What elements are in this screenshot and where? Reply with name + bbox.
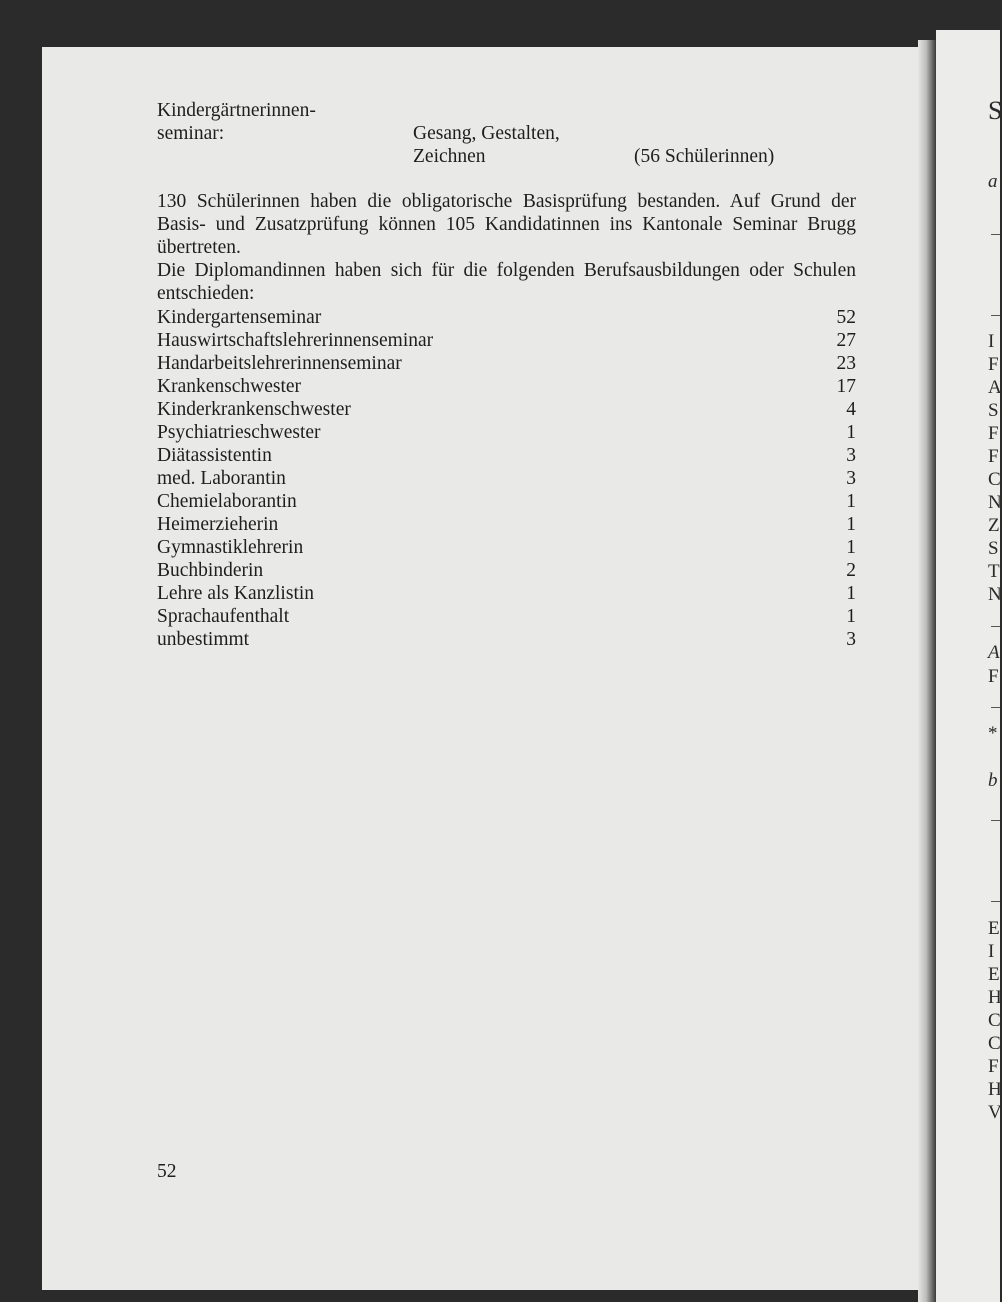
next-page-fragment: F (988, 666, 999, 687)
career-name: Heimerzieherin (157, 514, 279, 535)
next-page-fragment: A (988, 377, 1002, 398)
career-name: Chemielaborantin (157, 491, 297, 512)
career-row (157, 375, 856, 398)
career-count: 1 (846, 514, 856, 535)
next-page-fragment: H (988, 987, 1002, 1008)
next-page-rule (991, 234, 1000, 235)
career-name: med. Laborantin (157, 468, 286, 489)
next-page-fragment: * (988, 723, 998, 744)
career-name: Handarbeitslehrerinnenseminar (157, 353, 402, 374)
subjects-line1: Gesang, Gestalten, (413, 123, 560, 144)
next-page-fragment: V (988, 1102, 1002, 1123)
career-name: unbestimmt (157, 629, 250, 650)
next-page-fragment: a (988, 171, 998, 192)
institution-name-line1: Kindergärtnerinnen- (157, 100, 316, 121)
next-page-rule (991, 707, 1000, 708)
book-gutter (918, 40, 936, 1302)
next-page-fragment: C (988, 1010, 1001, 1031)
career-row (157, 536, 856, 559)
career-count: 2 (846, 560, 856, 581)
next-page-fragment: I (988, 331, 995, 352)
next-page-fragment: F (988, 354, 999, 375)
career-count: 3 (846, 468, 856, 489)
career-count: 1 (846, 491, 856, 512)
career-name: Kindergartenseminar (157, 307, 322, 328)
career-row (157, 490, 856, 513)
next-page-fragment: A (988, 642, 1000, 663)
career-count: 1 (846, 537, 856, 558)
career-row (157, 329, 856, 352)
career-count: 52 (836, 307, 856, 328)
next-page-fragment: S (988, 96, 1002, 125)
career-row (157, 605, 856, 628)
career-row (157, 559, 856, 582)
career-row (157, 513, 856, 536)
next-page-fragment: T (988, 561, 1000, 582)
career-name: Buchbinderin (157, 560, 264, 581)
next-page-fragment: N (988, 492, 1002, 513)
next-page-fragment: C (988, 469, 1001, 490)
institution-name-line2: seminar: (157, 123, 225, 144)
career-name: Lehre als Kanzlistin (157, 583, 315, 604)
career-count: 23 (836, 353, 856, 374)
next-page-fragment: F (988, 423, 999, 444)
career-name: Kinderkrankenschwester (157, 399, 351, 420)
career-choice-intro: Die Diplomandinnen haben sich für die folgenden Berufsausbildungen oder Schulen entschieden: (157, 260, 856, 304)
career-name: Diätassistentin (157, 445, 272, 466)
exam-results-paragraph: 130 Schülerinnen haben die obligatorische Basisprüfung bestanden. Auf Grund der Basis- und Zusatzprüfung können 105 Kandidatinnen ins Kantonale Seminar Brugg übertreten. (157, 191, 856, 258)
career-name: Hauswirtschaftslehrerinnenseminar (157, 330, 434, 351)
career-count: 17 (836, 376, 856, 397)
next-page-fragment: S (988, 400, 999, 421)
next-page-fragment: F (988, 446, 999, 467)
career-name: Psychiatrieschwester (157, 422, 321, 443)
next-page-fragment: I (988, 941, 995, 962)
career-count: 3 (846, 629, 856, 650)
career-count: 3 (846, 445, 856, 466)
next-page-fragment: C (988, 1033, 1001, 1054)
next-page-edge (936, 30, 1000, 1302)
career-count: 4 (846, 399, 856, 420)
next-page-fragment: E (988, 964, 1000, 985)
next-page-rule (991, 315, 1000, 316)
career-row (157, 421, 856, 444)
next-page-rule (991, 626, 1000, 627)
career-name: Gymnastiklehrerin (157, 537, 304, 558)
student-count: (56 Schülerinnen) (634, 146, 775, 167)
career-count: 1 (846, 422, 856, 443)
next-page-fragment: F (988, 1056, 999, 1077)
career-count: 27 (836, 330, 856, 351)
career-row (157, 444, 856, 467)
page-number: 52 (157, 1161, 177, 1182)
career-count: 1 (846, 583, 856, 604)
career-name: Krankenschwester (157, 376, 302, 397)
career-name: Sprachaufenthalt (157, 606, 290, 627)
next-page-fragment: S (988, 538, 999, 559)
career-row (157, 306, 856, 329)
career-row (157, 467, 856, 490)
next-page-fragment: Z (988, 515, 1000, 536)
career-row (157, 398, 856, 421)
career-row (157, 352, 856, 375)
career-row (157, 582, 856, 605)
next-page-fragment: E (988, 918, 1000, 939)
next-page-rule (991, 820, 1000, 821)
next-page-fragment: N (988, 584, 1002, 605)
career-row (157, 628, 856, 651)
next-page-rule (991, 901, 1000, 902)
next-page-fragment: b (988, 770, 998, 791)
career-count: 1 (846, 606, 856, 627)
subjects-line2: Zeichnen (413, 146, 486, 167)
next-page-fragment: H (988, 1079, 1002, 1100)
